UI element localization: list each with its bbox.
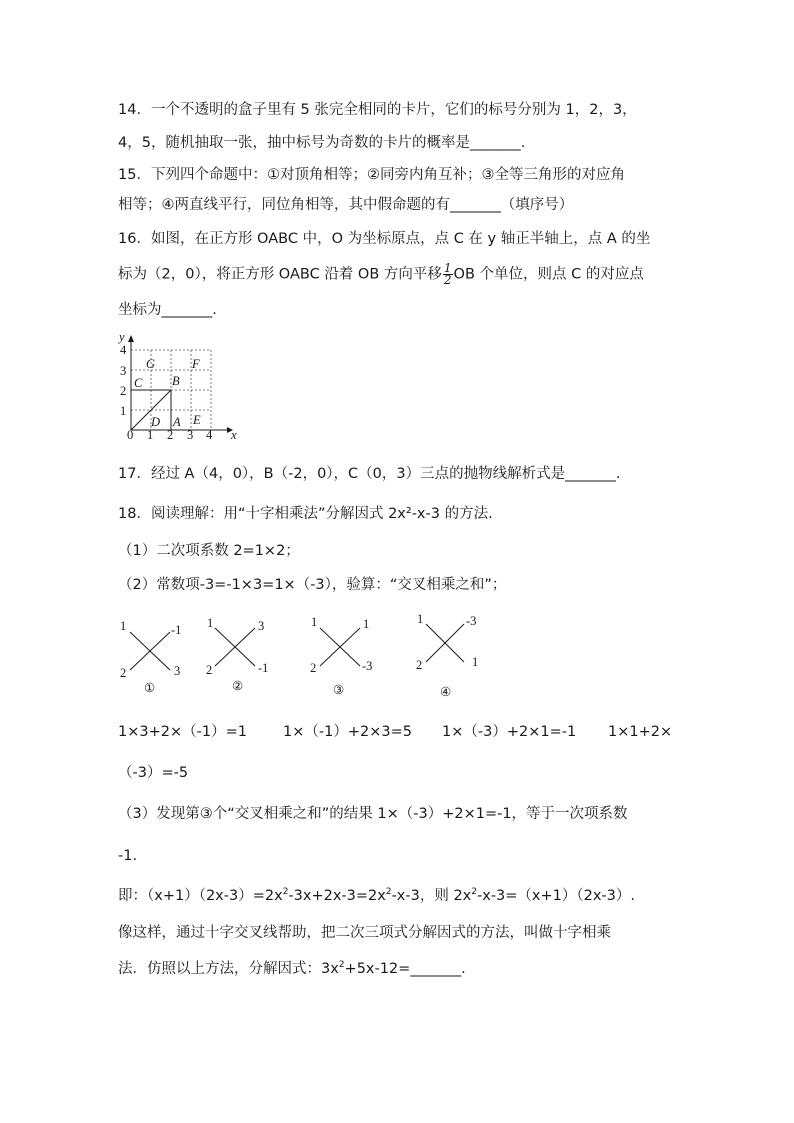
point-e-label: E — [193, 413, 201, 427]
cross1-top-right: -1 — [171, 623, 182, 637]
x-tick-1: 1 — [147, 428, 154, 442]
q18-para-line1: 像这样，通过十字交叉线帮助，把二次三项式分解因式的方法，叫做十字相乘 — [118, 925, 611, 941]
q18-step3-line1: （3）发现第③个“交叉相乘之和”的结果 1×（-3）+2×1=-1，等于一次项系数 — [118, 806, 628, 822]
q15-line2: 相等；④两直线平行，同位角相等，其中假命题的有_______（填序号） — [118, 197, 574, 213]
point-g-label: G — [146, 357, 156, 371]
q16-line2 — [118, 263, 644, 286]
q18-step2: （2）常数项-3=-1×3=1×（-3），验算：“交叉相乘之和”； — [118, 577, 507, 593]
x-tick-3: 3 — [187, 428, 194, 442]
y-tick-4: 4 — [120, 343, 127, 357]
cross3-bottom-right: -3 — [362, 659, 373, 673]
q18-ji-line: 即：$(x+1)(2x-3)=2x^2-3x+2x-3=2x^2-x-3$，则 $2x^2-x-3=(x+1)(2x-3)$. — [118, 887, 635, 904]
cross4-top-right: -3 — [466, 614, 477, 628]
cross3-bottom-left: 2 — [310, 661, 317, 675]
q18-calc4-cont: （-3）=-5 — [118, 765, 189, 781]
cross-diagram-4 — [416, 612, 478, 699]
cross2-bottom-right: -1 — [258, 661, 269, 675]
cross3-label: ③ — [333, 683, 345, 697]
cross2-top-right: 3 — [258, 619, 265, 633]
cross4-bottom-left: 2 — [416, 658, 423, 672]
q18-calc4: 1×1+2× — [608, 724, 673, 740]
x-tick-2: 2 — [167, 428, 174, 442]
x-tick-0: 0 — [127, 428, 134, 442]
point-d-label: D — [151, 415, 161, 429]
point-c-label: C — [134, 376, 143, 390]
q18-calc3: 1×（-3）+2×1=-1 — [442, 724, 577, 740]
cross1-bottom-left: 2 — [120, 666, 127, 680]
q18-calc1: 1×3+2×（-1）=1 — [118, 724, 247, 740]
cross3-top-left: 1 — [311, 615, 318, 629]
cross1-bottom-right: 3 — [174, 664, 181, 678]
cross1-top-left: 1 — [120, 619, 127, 633]
q18-line1: 18．阅读理解：用“十字相乘法”分解因式 2x²-x-3 的方法. — [118, 506, 493, 522]
q15-line1: 15．下列四个命题中：①对顶角相等；②同旁内角互补；③全等三角形的对应角 — [118, 167, 625, 183]
coordinate-grid-figure — [115, 330, 240, 445]
q18-para-line2: 法．仿照以上方法，分解因式：$3x^2+5x-12=\_\_\_\_\_\_\_$. — [118, 960, 466, 977]
point-b-label: B — [172, 374, 180, 388]
axis-y-label: y — [119, 330, 125, 344]
q14-line1: 14．一个不透明的盒子里有 5 张完全相同的卡片，它们的标号分别为 1，2，3， — [118, 102, 637, 118]
cross4-label: ④ — [440, 685, 452, 699]
y-axis-arrow-icon — [128, 335, 134, 342]
cross-diagram-2 — [206, 616, 268, 693]
y-tick-3: 3 — [120, 364, 127, 378]
fraction-half — [443, 263, 453, 286]
fraction-numerator: 1 — [443, 261, 452, 275]
cross1-label: ① — [144, 681, 156, 695]
fraction-denominator: 2 — [443, 273, 452, 287]
cross3-top-right: 1 — [363, 617, 370, 631]
cross2-label: ② — [232, 679, 244, 693]
cross4-top-left: 1 — [417, 612, 424, 626]
q16-line1: 16．如图，在正方形 OABC 中，O 为坐标原点，点 C 在 y 轴正半轴上，点 A 的坐 — [118, 231, 651, 247]
q18-step3-line2: -1. — [118, 848, 138, 864]
cross2-bottom-left: 2 — [206, 663, 213, 677]
q18-calc2: 1×（-1）+2×3=5 — [283, 724, 412, 740]
point-a-label: A — [173, 415, 181, 429]
cross4-bottom-right: 1 — [472, 655, 479, 669]
cross-diagram-1 — [120, 619, 181, 695]
y-tick-1: 1 — [120, 404, 127, 418]
cross2-top-left: 1 — [207, 616, 214, 630]
y-tick-2: 2 — [120, 384, 127, 398]
cross-multiplication-diagrams — [110, 610, 490, 705]
q16-line2-after: OB 个单位，则点 C 的对应点 — [453, 266, 644, 283]
cross-diagram-3 — [310, 615, 372, 697]
axis-x-label: x — [231, 428, 237, 442]
point-f-label: F — [192, 357, 200, 371]
x-tick-4: 4 — [206, 428, 213, 442]
q17-line1: 17．经过 A（4，0），B（-2，0），C（0，3）三点的抛物线解析式是_______. — [118, 466, 621, 482]
q16-line2-before: 标为（2，0），将正方形 OABC 沿着 OB 方向平移 — [118, 266, 442, 283]
q16-line3: 坐标为_______. — [118, 302, 217, 318]
q14-line2: 4，5，随机抽取一张，抽中标号为奇数的卡片的概率是_______. — [118, 135, 526, 151]
q18-step1: （1）二次项系数 2=1×2； — [118, 543, 300, 559]
